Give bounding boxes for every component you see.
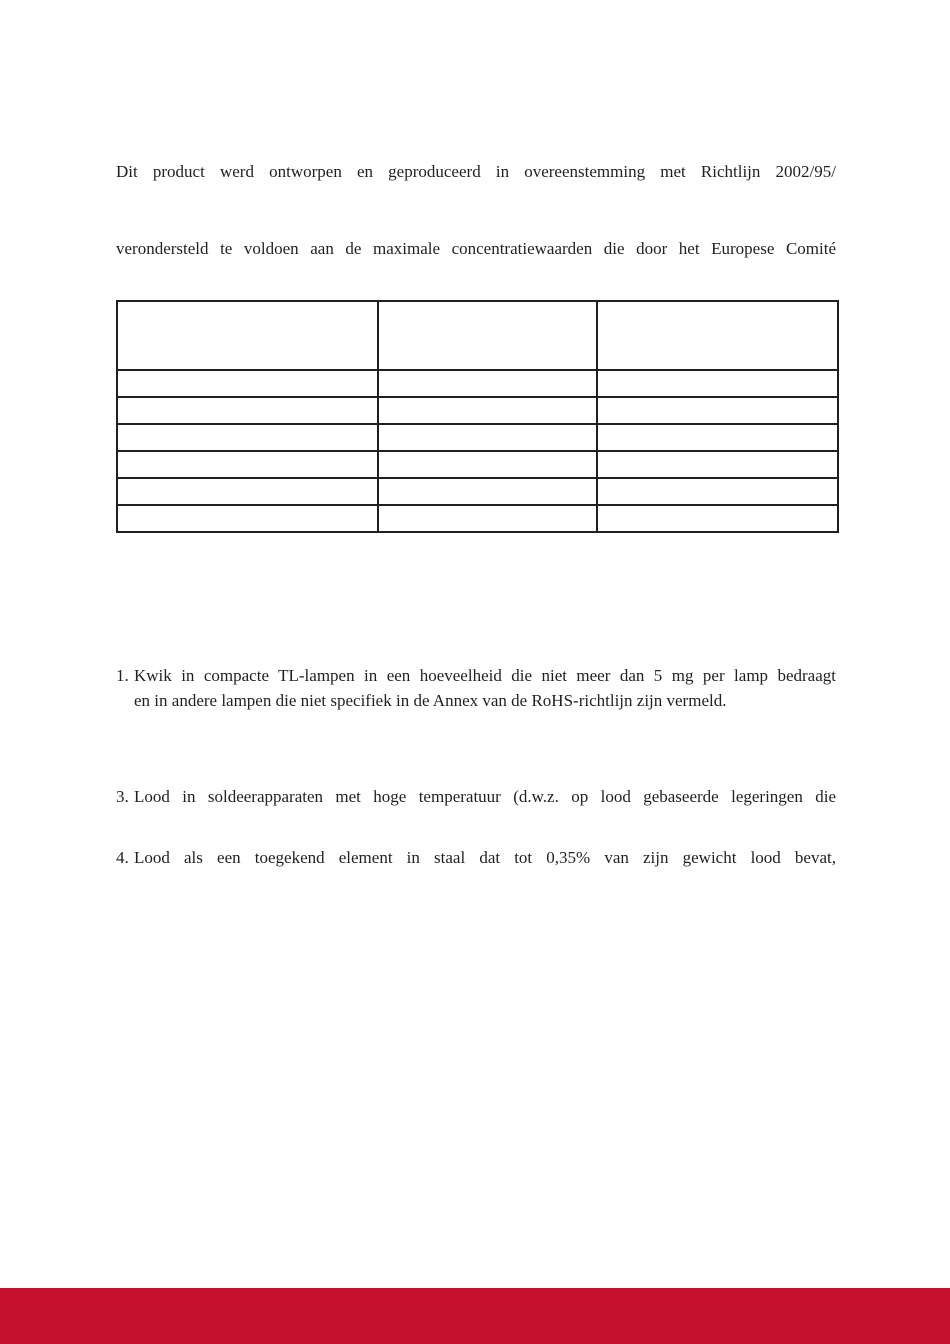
table-cell bbox=[117, 451, 378, 478]
table-cell bbox=[378, 505, 597, 532]
table-cell bbox=[117, 505, 378, 532]
table-cell bbox=[597, 424, 838, 451]
table-row bbox=[117, 451, 838, 478]
exemption-text: Kwik in compacte TL-lampen in een hoeveelheid die niet meer dan 5 mg per lamp bedraagt bbox=[134, 666, 836, 685]
table-header-cell bbox=[117, 301, 378, 370]
exemption-item-1-line-2: en in andere lampen die niet specifiek in de Annex van de RoHS-richtlijn zijn vermeld. bbox=[134, 691, 727, 710]
table-row bbox=[117, 505, 838, 532]
exemption-item-1-line-1 bbox=[116, 665, 836, 687]
exemption-text: Lood als een toegekend element in staal dat tot 0,35% van zijn gewicht lood bevat, bbox=[134, 848, 836, 867]
table-row bbox=[117, 424, 838, 451]
footer-bar bbox=[0, 1288, 950, 1344]
exemption-item-3-line-1 bbox=[116, 786, 836, 808]
table-header-cell bbox=[597, 301, 838, 370]
table-cell bbox=[117, 424, 378, 451]
intro-paragraph-line-2: verondersteld te voldoen aan de maximale concentratiewaarden die door het Europese Comité bbox=[116, 239, 836, 258]
exemption-number: 1. bbox=[116, 666, 129, 685]
table-header-row bbox=[117, 301, 838, 370]
table-cell bbox=[378, 451, 597, 478]
table-cell bbox=[597, 370, 838, 397]
table-cell bbox=[597, 451, 838, 478]
table-cell bbox=[117, 370, 378, 397]
table-row bbox=[117, 478, 838, 505]
table-cell bbox=[378, 424, 597, 451]
table-cell bbox=[117, 478, 378, 505]
exemption-item-4-line-1 bbox=[116, 847, 836, 869]
exemption-number: 4. bbox=[116, 848, 129, 867]
table-row bbox=[117, 397, 838, 424]
table-cell bbox=[378, 397, 597, 424]
table-cell bbox=[378, 370, 597, 397]
table-cell bbox=[597, 505, 838, 532]
table-row bbox=[117, 370, 838, 397]
substance-concentration-table bbox=[116, 300, 839, 533]
table-header-cell bbox=[378, 301, 597, 370]
exemption-number: 3. bbox=[116, 787, 129, 806]
table-cell bbox=[117, 397, 378, 424]
table-cell bbox=[378, 478, 597, 505]
table-cell bbox=[597, 397, 838, 424]
table-cell bbox=[597, 478, 838, 505]
exemption-text: Lood in soldeerapparaten met hoge temperatuur (d.w.z. op lood gebaseerde legeringen die bbox=[134, 787, 836, 806]
intro-paragraph-line-1: Dit product werd ontworpen en geproduceerd in overeenstemming met Richtlijn 2002/95/ bbox=[116, 162, 836, 181]
